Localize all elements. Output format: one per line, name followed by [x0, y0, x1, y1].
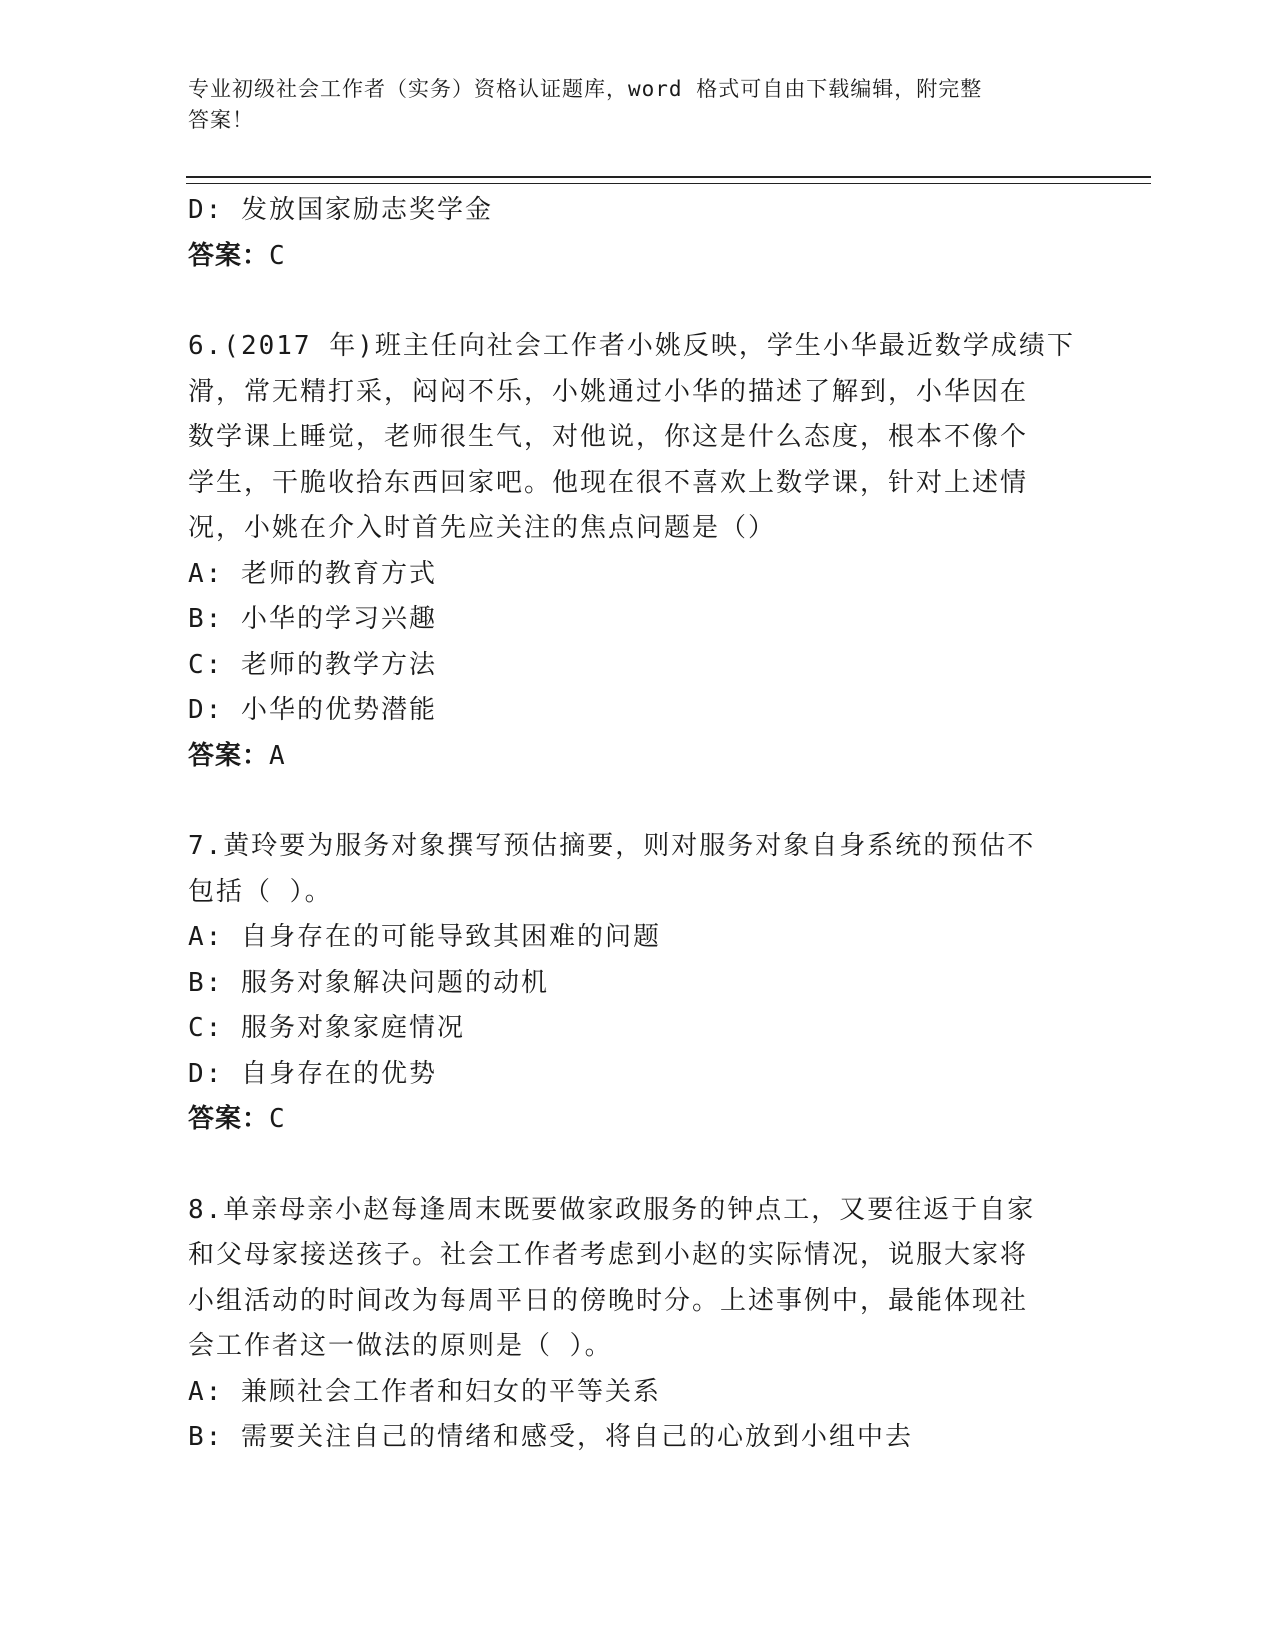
- option-b: B: 服务对象解决问题的动机: [188, 967, 549, 998]
- option-d: D: 小华的优势潜能: [188, 695, 437, 725]
- option-c: C: 服务对象家庭情况: [188, 1013, 465, 1043]
- option-a: A: 自身存在的可能导致其困难的问题: [188, 922, 661, 952]
- question-stem-line: 包括（ ）。: [188, 876, 333, 907]
- option-c: C: 老师的教学方法: [188, 649, 437, 680]
- question-stem-line: 7.黄玲要为服务对象撰写预估摘要，则对服务对象自身系统的预估不: [188, 831, 1036, 861]
- question-stem-line: 和父母家接送孩子。社会工作者考虑到小赵的实际情况，说服大家将: [188, 1240, 1029, 1270]
- answer-label: 答案：: [188, 240, 270, 271]
- header-line: 专业初级社会工作者（实务）资格认证题库，word 格式可自由下载编辑，附完整: [188, 77, 983, 101]
- answer: [188, 1097, 1068, 1143]
- spacer: [188, 1143, 1068, 1188]
- question-stem-line: 数学课上睡觉，老师很生气，对他说，你这是什么态度，根本不像个: [188, 422, 1029, 452]
- spacer: [188, 279, 1068, 324]
- option-a: A: 兼顾社会工作者和妇女的平等关系: [188, 1376, 661, 1407]
- question-stem-line: 会工作者这一做法的原则是（ ）。: [188, 1331, 613, 1361]
- option-d: D: 发放国家励志奖学金: [188, 195, 493, 225]
- answer-value: A: [269, 740, 286, 771]
- question-stem-line: 6.(2017 年)班主任向社会工作者小姚反映，学生小华最近数学成绩下: [188, 331, 1075, 361]
- question-7: [188, 824, 1068, 1143]
- header-divider: [186, 176, 1151, 184]
- answer-label: 答案：: [188, 740, 270, 771]
- question-stem-line: 学生，干脆收拾东西回家吧。他现在很不喜欢上数学课，针对上述情: [188, 467, 1029, 498]
- question-stem-line: 况，小姚在介入时首先应关注的焦点问题是（）: [188, 513, 777, 543]
- question-8: [188, 1188, 1068, 1461]
- answer-value: C: [269, 1104, 286, 1134]
- question-stem-line: 滑，常无精打采，闷闷不乐，小姚通过小华的描述了解到，小华因在: [188, 376, 1029, 407]
- answer-label: 答案：: [188, 1104, 270, 1134]
- option-d: D: 自身存在的优势: [188, 1058, 437, 1089]
- document-body: [188, 188, 1075, 1461]
- answer: [188, 234, 1068, 280]
- header-line: 答案！: [188, 108, 254, 132]
- option-a: A: 老师的教育方式: [188, 558, 437, 589]
- answer-value: C: [269, 240, 286, 271]
- question-stem-line: 8.单亲母亲小赵每逢周末既要做家政服务的钟点工，又要往返于自家: [188, 1194, 1036, 1225]
- question-stem-line: 小组活动的时间改为每周平日的傍晚时分。上述事例中，最能体现社: [188, 1285, 1029, 1316]
- page-header: [188, 74, 1068, 136]
- question-6: [188, 324, 1075, 779]
- option-b: B: 需要关注自己的情绪和感受，将自己的心放到小组中去: [188, 1422, 913, 1452]
- option-b: B: 小华的学习兴趣: [188, 604, 437, 634]
- spacer: [188, 779, 1068, 824]
- answer: [188, 734, 1068, 780]
